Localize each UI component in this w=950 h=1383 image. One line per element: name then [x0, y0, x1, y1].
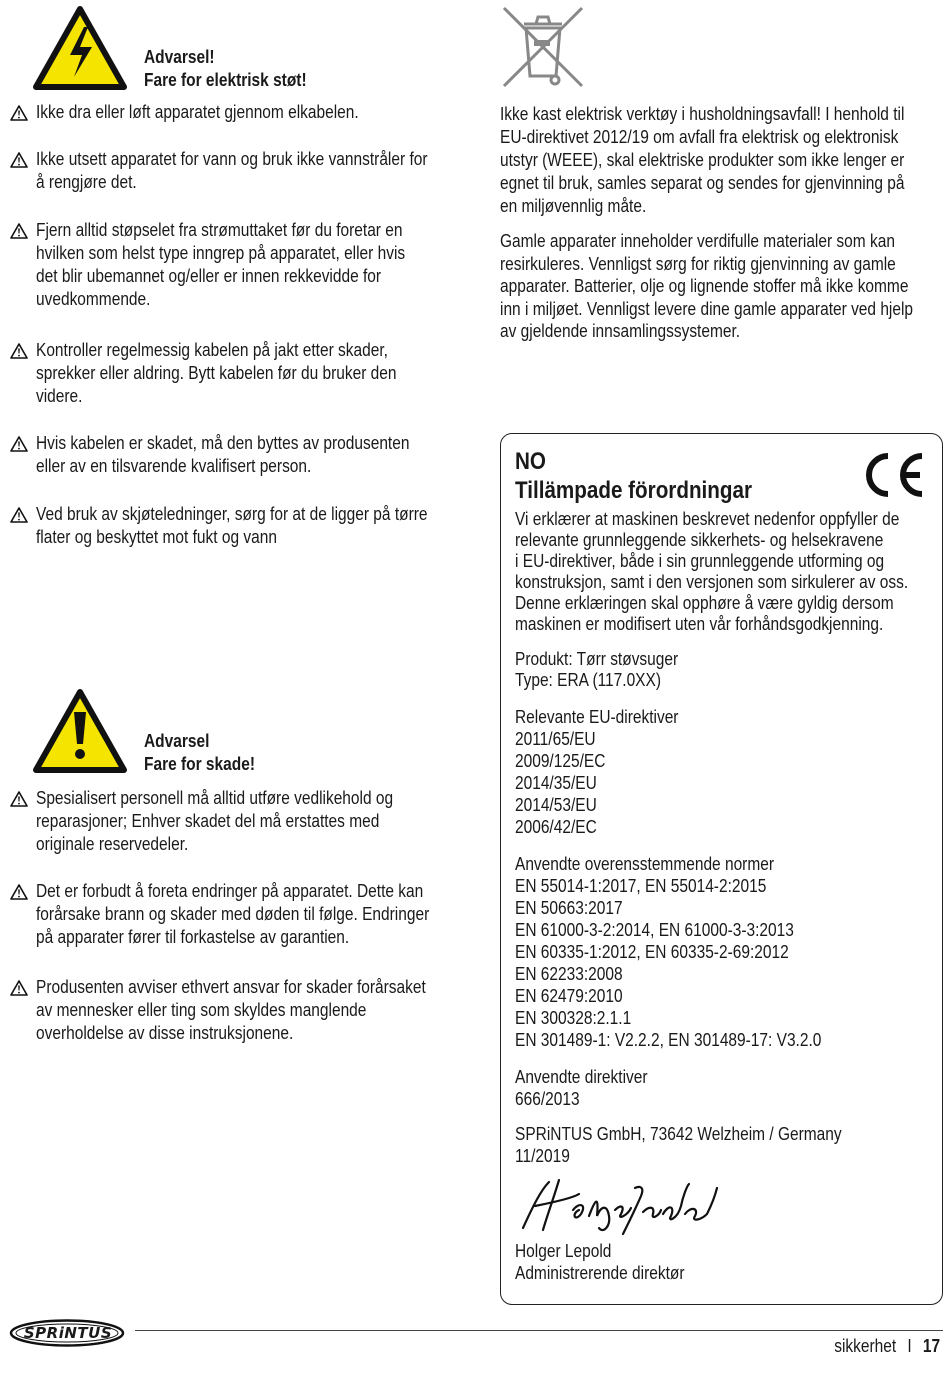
text-line: av gjeldende innsamlingssystemer.	[500, 321, 741, 342]
declaration-box	[500, 433, 943, 1305]
signature-image	[515, 1176, 725, 1236]
warning-item-line: Ved bruk av skjøteledninger, sørg for at de ligger på tørre	[36, 504, 428, 524]
text-line: 2006/42/EC	[515, 817, 597, 837]
warning-triangle-icon	[10, 980, 28, 996]
general-warning-icon	[32, 688, 128, 774]
disposal-text	[500, 103, 913, 343]
warning-item-line: Ikke dra eller løft apparatet gjennom elkabelen.	[36, 102, 359, 122]
footer-section: sikkerhet	[834, 1336, 897, 1356]
warning-item-line: Det er forbudt å foreta endringer på apparatet. Dette kan	[36, 881, 424, 901]
footer-separator: I	[907, 1336, 912, 1356]
text-line: resirkuleres. Vennligst sørg for riktig gjenvinning av gamle	[500, 253, 896, 274]
warning-item-line: originale reservedeler.	[36, 834, 189, 854]
text-line: EN 301489-1: V2.2.2, EN 301489-17: V3.2.0	[515, 1030, 822, 1050]
warning-triangle-icon	[10, 507, 28, 523]
text-line: Holger Lepold	[515, 1241, 612, 1261]
ce-mark-icon	[858, 450, 928, 500]
text-line: EN 62479:2010	[515, 986, 623, 1006]
text-line: egnet til bruk, samles separat og sendes for gjenvinning på	[500, 173, 905, 193]
text-line: Anvendte overensstemmende normer	[515, 854, 775, 874]
damage-warning-title: Advarsel Fare for skade!	[144, 731, 255, 774]
warning-item-line: Produsenten avviser ethvert ansvar for skader forårsaket	[36, 977, 426, 997]
warning-item-line: sprekker eller aldring. Bytt kabelen før du bruker den	[36, 363, 397, 383]
text-line: SPRiNTUS GmbH, 73642 Welzheim / Germany	[515, 1124, 842, 1144]
text-line: EN 60335-1:2012, EN 60335-2-69:2012	[515, 942, 789, 962]
warning-item-line: av mennesker eller ting som skyldes manglende	[36, 1000, 367, 1020]
text-line: Type: ERA (117.0XX)	[515, 670, 661, 690]
warning-triangle-icon	[10, 343, 28, 359]
text-line: maskinen er modifisert uten vår forhåndsgodkjenning.	[515, 614, 884, 634]
warning-item-line: Fjern alltid støpselet fra strømuttaket før du foretar en	[36, 220, 403, 240]
text-line: 2014/35/EU	[515, 773, 597, 793]
text-line: Gamle apparater inneholder verdifulle materialer som kan	[500, 231, 895, 251]
footer-rule	[135, 1330, 943, 1331]
declaration-title: Tillämpade förordningar	[515, 477, 753, 504]
footer-page-label	[817, 1335, 940, 1357]
declaration-company	[515, 1123, 842, 1167]
declaration-product	[515, 649, 678, 691]
warning-item-line: videre.	[36, 386, 83, 406]
text-line: 11/2019	[515, 1146, 570, 1166]
text-line: EN 300328:2.1.1	[515, 1008, 632, 1028]
text-line: 2009/125/EC	[515, 751, 606, 771]
text-line: Denne erklæringen skal opphøre å være gyldig dersom	[515, 593, 894, 613]
weee-bin-icon	[500, 4, 586, 90]
text-line: EU-direktivet 2012/19 om avfall fra elektrisk og elektronisk	[500, 127, 899, 147]
declaration-applied	[515, 1066, 648, 1110]
text-line: Administrerende direktør	[515, 1263, 685, 1283]
warning-triangle-icon	[10, 791, 28, 807]
text-line: EN 50663:2017	[515, 898, 623, 918]
text-line: konstruksjon, samt i den versjonen som sirkulerer av oss.	[515, 572, 909, 592]
text-line: 2011/65/EU	[515, 729, 596, 749]
warning-item-line: å rengjøre det.	[36, 172, 137, 192]
warning-item-line: eller av en tilsvarende kvalifisert person.	[36, 456, 312, 476]
warning-item-line: reparasjoner; Enhver skadet del må erstattes med	[36, 811, 380, 831]
electric-hazard-icon	[32, 5, 128, 91]
warning-item-line: flater og beskyttet mot fukt og vann	[36, 527, 277, 547]
warning-triangle-icon	[10, 884, 28, 900]
text-line: EN 61000-3-2:2014, EN 61000-3-3:2013	[515, 920, 794, 940]
warning-item-line: på apparater fører til forkastelse av garantien.	[36, 927, 350, 947]
warning-item-line: Ikke utsett apparatet for vann og bruk ikke vannstråler for	[36, 149, 428, 169]
text-line: utstyr (WEEE), skal elektriske produkter som ikke lenger er	[500, 150, 905, 170]
text-line: EN 55014-1:2017, EN 55014-2:2015	[515, 876, 767, 896]
declaration-directives	[515, 706, 678, 838]
warning-item-line: hvilken som helst type inngrep på apparatet, eller hvis	[36, 243, 406, 263]
text-line: i EU-direktiver, både i sin grunnleggende utforming og	[515, 551, 885, 571]
warning-triangle-icon	[10, 152, 28, 168]
text-line: Ikke kast elektrisk verktøy i husholdningsavfall! I henhold til	[500, 104, 905, 124]
text-line: Produkt: Tørr støvsuger	[515, 649, 679, 669]
text-line: apparater. Batterier, olje og lignende stoffer må ikke komme	[500, 276, 909, 297]
warning-triangle-icon	[10, 105, 28, 121]
warning-item-line: forårsake brann og skader med døden til følge. Endringer	[36, 904, 430, 924]
declaration-intro	[515, 509, 908, 635]
declaration-standards	[515, 853, 821, 1051]
warning-item-line: Hvis kabelen er skadet, må den byttes av produsenten	[36, 433, 410, 453]
text-line: 2014/53/EU	[515, 795, 597, 815]
warning-item-line: Spesialisert personell må alltid utføre vedlikehold og	[36, 788, 394, 808]
text-line: Vi erklærer at maskinen beskrevet nedenfor oppfyller de	[515, 509, 900, 529]
text-line: EN 62233:2008	[515, 964, 623, 984]
warning-item-line: det blir ubemannet og/eller er innen rekkevidde for	[36, 266, 382, 286]
warning-item-line: overholdelse av disse instruksjonene.	[36, 1023, 294, 1043]
text-line: Anvendte direktiver	[515, 1067, 648, 1087]
text-line: Relevante EU-direktiver	[515, 707, 679, 727]
text-line: en miljøvennlig måte.	[500, 196, 647, 216]
declaration-lang: NO	[515, 448, 546, 475]
text-line: relevante grunnleggende sikkerhets- og helsekravene	[515, 530, 884, 550]
page-number: 17	[922, 1336, 940, 1356]
warning-item-line: Kontroller regelmessig kabelen på jakt etter skader,	[36, 340, 388, 360]
warning-item-line: uvedkommende.	[36, 289, 151, 309]
text-line: inn i miljøet. Vennligst levere dine gamle apparater ved hjelp	[500, 298, 914, 319]
electric-warning-title: Advarsel! Fare for elektrisk støt!	[144, 47, 307, 90]
text-line: 666/2013	[515, 1089, 580, 1109]
warning-triangle-icon	[10, 436, 28, 452]
warning-triangle-icon	[10, 223, 28, 239]
declaration-signer	[515, 1240, 684, 1284]
footer-logo-text: SPRiNTUS	[23, 1324, 113, 1342]
